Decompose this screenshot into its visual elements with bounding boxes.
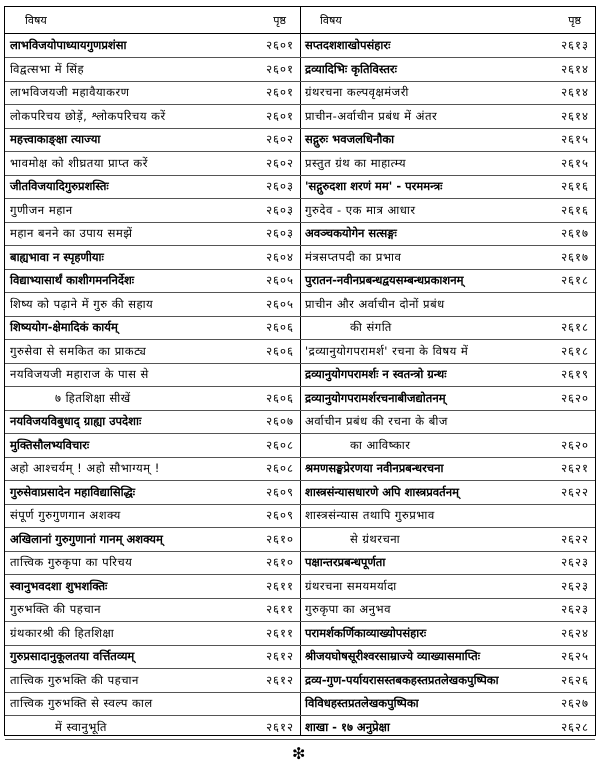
page-header: पृष्ठ [273, 14, 286, 27]
toc-entry [5, 58, 300, 82]
toc-entry [300, 293, 595, 317]
table-of-contents [4, 6, 596, 736]
entry-title: लाभविजयोपाध्यायगुणप्रशंसा [10, 38, 127, 52]
entry-page-number: २६०५ [266, 296, 294, 311]
entry-page-number: २६११ [266, 625, 294, 640]
entry-page-number: २६२३ [561, 555, 589, 569]
entry-title: प्राचीन-अर्वाचीन प्रबंध में अंतर [305, 108, 438, 123]
entry-page-number: २६१२ [266, 672, 294, 687]
toc-entry [5, 622, 300, 646]
entry-title: मुक्तिसौलभ्यविचारः [10, 437, 90, 452]
entry-title: सप्तदशशाखोपसंहारः [305, 38, 391, 52]
toc-entry [5, 340, 300, 364]
page-header: पृष्ठ [568, 14, 581, 27]
entry-title: गुरुकृपा का अनुभव [305, 602, 391, 616]
toc-entry [300, 58, 595, 82]
entry-title: गुरुसेवा से समकित का प्राकट्य [10, 343, 147, 358]
entry-page-number: २६१५ [561, 132, 589, 146]
toc-entry [5, 551, 300, 575]
entry-title: ग्रंथरचना कल्पवृक्षमंजरी [305, 85, 409, 99]
entry-title: सद्गुरुः भवजलधिनौका [305, 132, 395, 146]
toc-entry [300, 152, 595, 176]
toc-entry [5, 716, 300, 740]
toc-entry [5, 504, 300, 528]
entry-page-number: २६०७ [266, 414, 294, 428]
entry-page-number: २६२३ [561, 602, 589, 616]
column-header [300, 7, 595, 34]
entry-title: गुणीजन महान [10, 202, 73, 217]
subject-header: विषय [320, 14, 342, 27]
toc-entry [300, 575, 595, 599]
entry-page-number: २६२७ [561, 696, 589, 710]
entry-title: शाखा - १७ अनुप्रेक्षा [305, 719, 390, 734]
entry-title: जीतविजयादिगुरुप्रशस्तिः [10, 179, 109, 193]
toc-entry [5, 575, 300, 599]
toc-entry [5, 598, 300, 622]
right-column [300, 7, 595, 735]
toc-entry [5, 222, 300, 246]
toc-entry [5, 175, 300, 199]
toc-entry [5, 528, 300, 552]
entry-page-number: २६०५ [266, 273, 294, 287]
toc-entry [300, 528, 595, 552]
entry-title: परामर्शकर्णिकाव्याख्योपसंहारः [305, 625, 427, 640]
toc-entry [300, 645, 595, 669]
toc-entry [300, 504, 595, 528]
entry-page-number: २६१० [266, 531, 294, 546]
entry-page-number: २६२२ [561, 484, 589, 499]
entry-page-number: २६०६ [266, 343, 294, 358]
toc-entry [5, 81, 300, 105]
toc-entry [300, 598, 595, 622]
entry-title: विद्वत्सभा में सिंह [10, 61, 85, 76]
entry-page-number: २६१४ [561, 108, 589, 123]
toc-entry [300, 716, 595, 740]
entry-page-number: २६१८ [561, 320, 589, 334]
entry-title: तात्त्विक गुरुकृपा का परिचय [10, 555, 133, 569]
entry-title: द्रव्यानुयोगपरामर्शरचनाबीजद्योतनम् [305, 390, 446, 405]
toc-entry [300, 387, 595, 411]
toc-entry [5, 199, 300, 223]
entry-page-number: २६१५ [561, 155, 589, 170]
entry-title: लाभविजयजी महावैयाकरण [10, 85, 130, 99]
entry-title: स्वानुभवदशा शुभशक्तिः [10, 578, 108, 593]
toc-entry [300, 551, 595, 575]
entry-page-number: २६०१ [266, 85, 294, 99]
entry-page-number: २६०८ [266, 461, 294, 475]
entry-page-number: २६१८ [561, 343, 589, 358]
entry-title: भावमोक्ष को शीघ्रतया प्राप्त करें [10, 155, 148, 170]
entry-title: तात्त्विक गुरुभक्ति की पहचान [10, 672, 139, 687]
toc-entry [5, 293, 300, 317]
entry-page-number: २६१४ [561, 85, 589, 99]
entry-page-number: २६१६ [561, 179, 589, 193]
entry-page-number: २६११ [266, 602, 294, 616]
entry-page-number: २६२५ [561, 649, 589, 663]
entry-title: महत्त्वाकाङ्क्षा त्याज्या [10, 132, 101, 146]
entry-page-number: २६२४ [561, 625, 589, 640]
entry-title: ७ हितशिक्षा सीखें [55, 390, 131, 405]
toc-entry [300, 81, 595, 105]
entry-title: ग्रंथरचना समयमर्यादा [305, 578, 397, 593]
toc-entry [5, 152, 300, 176]
entry-page-number: २६१७ [561, 249, 589, 264]
toc-entry [300, 622, 595, 646]
entry-title: शिष्य को पढ़ाने में गुरु की सहाय [10, 296, 154, 311]
entry-page-number: २६२३ [561, 578, 589, 593]
toc-entry [5, 481, 300, 505]
toc-entry [300, 457, 595, 481]
entry-page-number: २६२६ [561, 672, 589, 687]
toc-entry [5, 34, 300, 58]
entry-page-number: २६०३ [266, 202, 294, 217]
entry-title: शास्त्रसंन्यासधारणे अपि शास्त्रप्रवर्तनम् [305, 484, 459, 499]
entry-page-number: २६०२ [266, 155, 294, 170]
entry-title: अहो आश्चर्यम् ! अहो सौभाग्यम् ! [10, 461, 160, 475]
entry-title: नयविजयजी महाराज के पास से [10, 367, 149, 381]
entry-title: अर्वाचीन प्रबंध की रचना के बीज [305, 414, 448, 428]
toc-entry [300, 316, 595, 340]
toc-entry [300, 481, 595, 505]
toc-entry [300, 434, 595, 458]
toc-entry [5, 246, 300, 270]
toc-entry [5, 363, 300, 387]
entry-title: महान बनने का उपाय समझें [10, 226, 133, 240]
entry-title: अखिलानां गुरुगुणानां गानम् अशक्यम् [10, 531, 163, 546]
entry-page-number: २६२८ [561, 719, 589, 734]
entry-page-number: २६१४ [561, 61, 589, 76]
entry-title: विविधहस्तप्रतलेखकपुष्पिका [305, 696, 419, 710]
entry-title: मंत्रसप्तपदी का प्रभाव [305, 249, 402, 264]
toc-entry [300, 128, 595, 152]
entry-title: द्रव्यादिभिः कृतिविस्तरः [305, 61, 397, 76]
entry-page-number: २६०६ [266, 390, 294, 405]
entry-title: पक्षान्तरप्रबन्धपूर्णता [305, 555, 386, 569]
entry-title: प्राचीन और अर्वाचीन दोनों प्रबंध [305, 296, 445, 311]
entry-page-number: २६०१ [266, 61, 294, 76]
left-column [5, 7, 301, 735]
subject-header: विषय [25, 14, 47, 27]
entry-page-number: २६१२ [266, 719, 294, 734]
toc-entry [5, 105, 300, 129]
entry-title: की संगति [350, 320, 392, 334]
entry-title: गुरुदेव - एक मात्र आधार [305, 202, 416, 217]
entry-title: नयविजयविबुधाद् ग्राह्या उपदेशाः [10, 414, 142, 428]
toc-entry [300, 410, 595, 434]
entry-title: द्रव्य-गुण-पर्यायरासस्तबकहस्तप्रतलेखकपुष्पिका [305, 672, 499, 687]
entry-page-number: २६०१ [266, 108, 294, 123]
entry-page-number: २६१६ [561, 202, 589, 217]
toc-entry [5, 410, 300, 434]
entry-title: श्रीजयघोषसूरीश्वरसाम्राज्ये व्याख्यासमाप्तिः [305, 649, 481, 663]
entry-title: में स्वानुभूति [55, 719, 107, 734]
toc-entry [300, 669, 595, 693]
toc-entry [300, 105, 595, 129]
toc-entry [300, 222, 595, 246]
entry-page-number: २६०६ [266, 320, 294, 334]
toc-entry [300, 269, 595, 293]
entry-title: लोकपरिचय छोड़ें, श्लोकपरिचय करें [10, 108, 166, 123]
toc-entry [300, 199, 595, 223]
ornament-footer: ❇ [292, 744, 306, 763]
entry-title: शास्त्रसंन्यास तथापि गुरुप्रभाव [305, 508, 435, 522]
toc-entry [300, 34, 595, 58]
entry-title: शिष्ययोग-क्षेमादिकं कार्यम् [10, 320, 118, 334]
entry-page-number: २६२० [561, 390, 589, 405]
entry-title: का आविष्कार [350, 437, 411, 452]
toc-entry [5, 669, 300, 693]
entry-page-number: २६०८ [266, 437, 294, 452]
entry-page-number: २६१८ [561, 273, 589, 287]
entry-page-number: २६०३ [266, 179, 294, 193]
entry-page-number: २६२१ [561, 461, 589, 475]
entry-page-number: २६१० [266, 555, 294, 569]
entry-title: गुरुप्रसादानुकूलतया वर्त्तितव्यम् [10, 649, 135, 663]
entry-title: तात्त्विक गुरुभक्ति से स्वल्प काल [10, 696, 153, 710]
entry-title: गुरुसेवाप्रसादेन महाविद्यासिद्धिः [10, 484, 136, 499]
toc-entry [300, 340, 595, 364]
entry-title: अवञ्चकयोगेन सत्सङ्गः [305, 226, 397, 240]
entry-title: श्रमणसङ्घप्रेरणया नवीनप्रबन्धरचना [305, 461, 444, 475]
entry-page-number: २६०३ [266, 226, 294, 240]
column-header [5, 7, 300, 34]
toc-entry [5, 692, 300, 716]
toc-entry [5, 128, 300, 152]
toc-entry [300, 363, 595, 387]
entry-page-number: २६१७ [561, 226, 589, 240]
entry-page-number: २६२० [561, 437, 589, 452]
toc-entry [5, 269, 300, 293]
entry-title: संपूर्ण गुरुगुणगान अशक्य [10, 508, 121, 522]
toc-entry [300, 246, 595, 270]
toc-entry [300, 692, 595, 716]
entry-page-number: २६०१ [266, 38, 294, 52]
toc-entry [5, 387, 300, 411]
entry-title: ग्रंथकारश्री की हितशिक्षा [10, 625, 115, 640]
toc-entry [300, 175, 595, 199]
entry-title: से ग्रंथरचना [350, 531, 401, 546]
entry-title: पुरातन-नवीनप्रबन्धद्वयसम्बन्धप्रकाशनम् [305, 273, 464, 287]
toc-entry [5, 316, 300, 340]
entry-title: द्रव्यानुयोगपरामर्शः न स्वतन्त्रो ग्रन्थः [305, 367, 447, 381]
toc-entry [5, 434, 300, 458]
entry-page-number: २६०९ [266, 484, 294, 499]
entry-page-number: २६१२ [266, 649, 294, 663]
toc-entry [5, 457, 300, 481]
entry-page-number: २६०४ [266, 249, 294, 264]
entry-title: प्रस्तुत ग्रंथ का माहात्म्य [305, 155, 407, 170]
entry-page-number: २६०९ [266, 508, 294, 522]
toc-entry [5, 645, 300, 669]
entry-title: विद्याभ्यासार्थं काशीगमननिर्देशः [10, 273, 135, 287]
entry-title: गुरुभक्ति की पहचान [10, 602, 102, 616]
entry-title: बाह्यभावा न स्पृहणीयाः [10, 249, 104, 264]
entry-title: 'सद्गुरुदशा शरणं मम' - परममन्त्रः [305, 179, 443, 193]
entry-page-number: २६०२ [266, 132, 294, 146]
entry-page-number: २६१९ [561, 367, 589, 381]
entry-page-number: २६११ [266, 578, 294, 593]
entry-page-number: २६१३ [561, 38, 589, 52]
entry-page-number: २६२२ [561, 531, 589, 546]
entry-title: 'द्रव्यानुयोगपरामर्श' रचना के विषय में [305, 343, 469, 358]
